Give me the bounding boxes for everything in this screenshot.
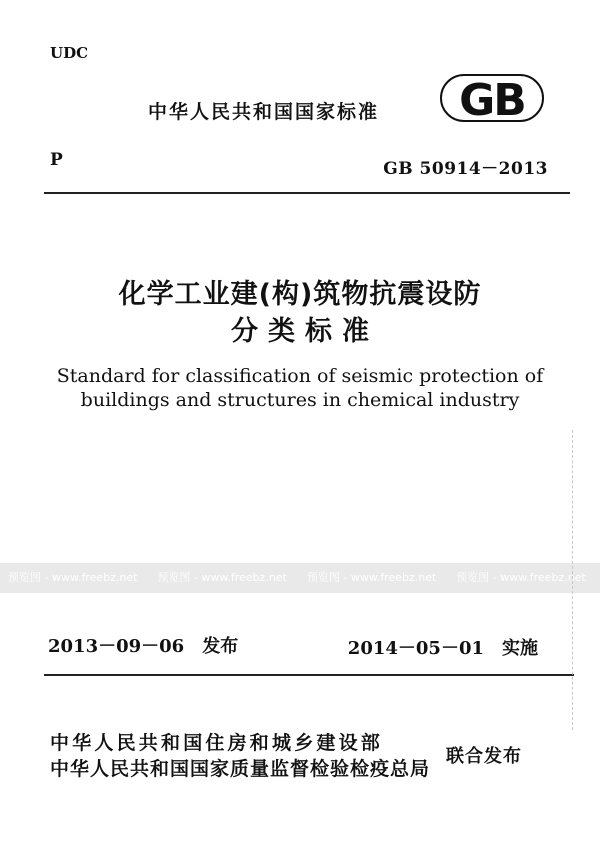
issuer-line1: 中华人民共和国住房和城乡建设部 (50, 732, 384, 754)
issuer-line2: 中华人民共和国国家质量监督检验检疫总局 (50, 758, 431, 780)
title-en-line2: buildings and structures in chemical industry (80, 389, 520, 411)
top-divider (44, 192, 570, 194)
scan-edge-line (572, 430, 573, 730)
watermark-text: 预览图 - www.freebz.net (8, 571, 138, 584)
gb-logo (440, 72, 544, 124)
watermark-band (0, 563, 600, 593)
udc-label: UDC (50, 44, 89, 62)
gb-logo-text: GB (459, 75, 525, 124)
implementation-date: 2014－05－01 实施 (347, 638, 538, 659)
title-cn-line1: 化学工业建(构)筑物抗震设防 (118, 279, 482, 310)
standard-number: GB 50914－2013 (383, 159, 548, 179)
joint-issue-label: 联合发布 (446, 746, 522, 767)
title-en-line1: Standard for classification of seismic protection of (56, 365, 544, 387)
watermark-text: 预览图 - www.freebz.net (306, 571, 437, 584)
title-cn-line2: 分类标准 (231, 316, 379, 347)
category-code: P (50, 150, 63, 170)
watermark-text: 预览图 - www.freebz.net (456, 571, 586, 584)
issue-date: 2013－09－06 发布 (48, 636, 239, 657)
bottom-divider (44, 674, 574, 676)
national-standard-heading: 中华人民共和国国家标准 (148, 101, 380, 123)
watermark-text: 预览图 - www.freebz.net (157, 571, 287, 584)
